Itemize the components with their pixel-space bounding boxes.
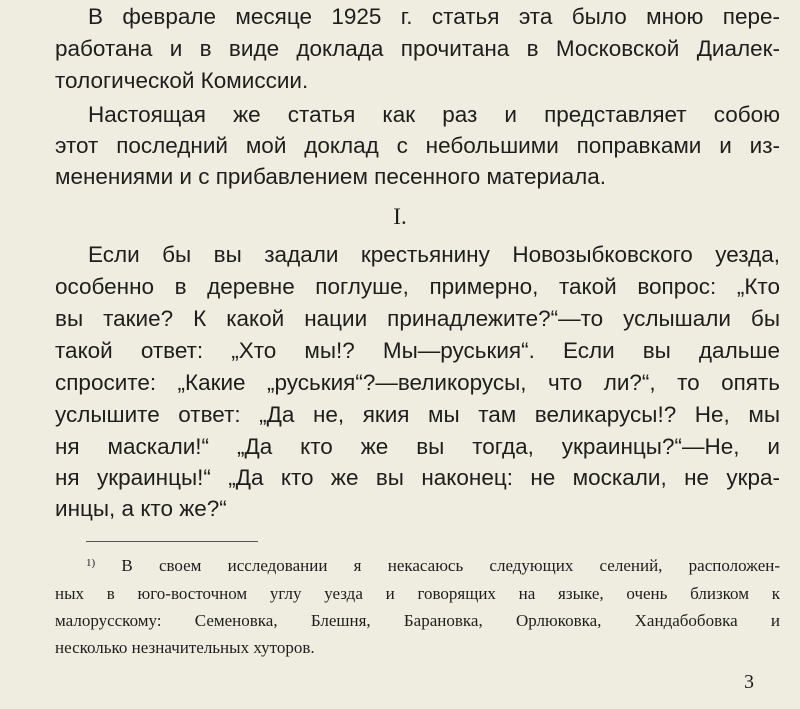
footnote-separator [86,541,258,542]
paragraph-3-line: ня маскали!“ „Да кто же вы тогда, украинцы?“—Не, и [55,434,780,459]
page-number: 3 [744,671,754,693]
section-heading: I. [393,204,407,229]
paragraph-3-line: услышите ответ: „Да не, якия мы там великарусы!? Не, мы [55,402,780,427]
paragraph-1-line: работана и в виде доклада прочитана в Московской Диалек- [55,36,780,61]
paragraph-3-line: Если бы вы задали крестьянину Новозыбковского уезда, [88,242,780,267]
paragraph-2-line: этот последний мой доклад с небольшими поправками и из- [55,133,780,158]
paragraph-3-line: вы такие? К какой нации принадлежите?“—то услышали бы [55,306,780,331]
paragraph-3-line: инцы, а кто же?“ [55,496,227,521]
footnote-line: ных в юго-восточном углу уезда и говорящих на языке, очень близком к [55,584,780,603]
paragraph-3-line: ня украинцы!“ „Да кто же вы наконец: не москали, не укра- [55,465,780,490]
footnote-text: В своем исследовании я некасаюсь следующих селений, расположен- [121,556,780,575]
footnote-line: несколько незначительных хуторов. [55,638,315,657]
paragraph-3-line: спросите: „Какие „руськия“?—великорусы, что ли?“, то опять [55,370,780,395]
footnote-line [86,552,780,580]
paragraph-2-line: менениями и с прибавлением песенного материала. [55,164,607,189]
paragraph-1-line: В феврале месяце 1925 г. статья эта было мною пере- [88,4,780,29]
paragraph-3-line: особенно в деревне поглуше, примерно, такой вопрос: „Кто [55,274,780,299]
paragraph-1-line: тологической Комиссии. [55,68,309,93]
paragraph-3-line: такой ответ: „Хто мы!? Мы—руськия“. Если вы дальше [55,338,780,363]
paragraph-2-line: Настоящая же статья как раз и представляет собою [88,102,780,127]
footnote-line: малорусскому: Семеновка, Блешня, Барановка, Орлюковка, Хандабобовка и [55,611,780,630]
footnote-marker: 1) [86,557,96,569]
